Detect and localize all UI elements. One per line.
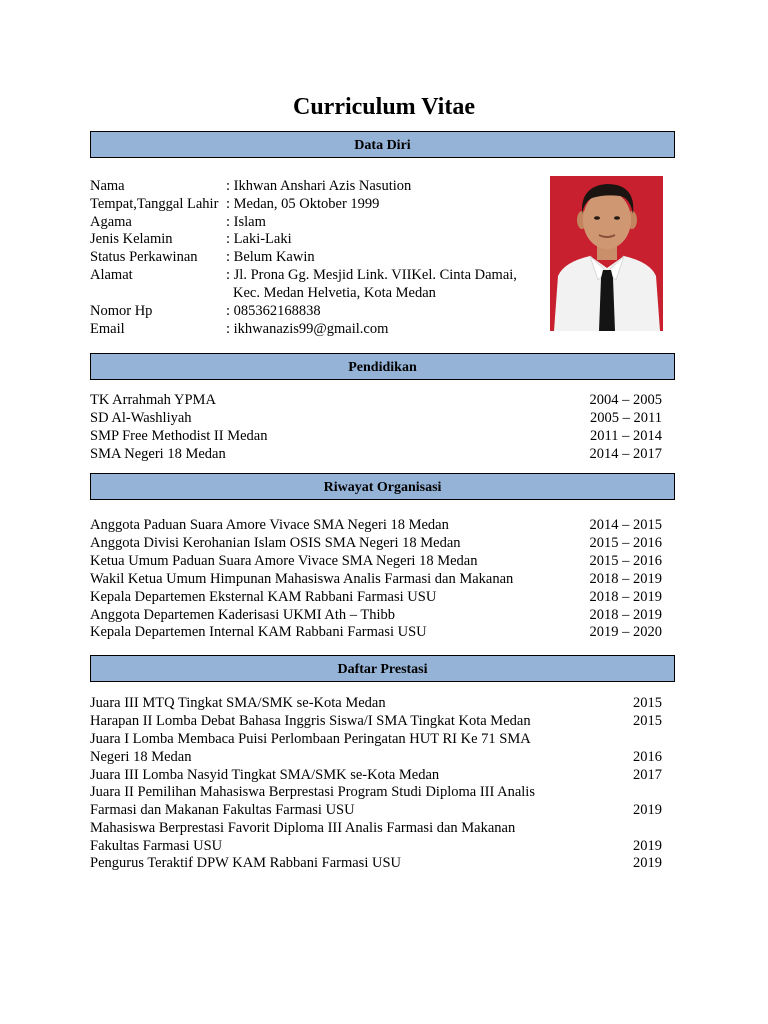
organization-item: Anggota Divisi Kerohanian Islam OSIS SMA Negeri 18 Medan [90,535,461,551]
value-ttl: : Medan, 05 Oktober 1999 [226,196,380,212]
section-header-prestasi: Daftar Prestasi [90,655,675,682]
organization-years: 2014 – 2015 [589,517,662,533]
organization-years: 2018 – 2019 [589,589,662,605]
education-item: SD Al-Washliyah [90,410,192,426]
value-email: : ikhwanazis99@gmail.com [226,321,389,337]
achievement-year: 2016 [633,749,662,765]
achievement-item: Harapan II Lomba Debat Bahasa Inggris Siswa/I SMA Tingkat Kota Medan [90,713,531,729]
organization-item: Anggota Departemen Kaderisasi UKMI Ath – Thibb [90,607,395,623]
organization-years: 2018 – 2019 [589,607,662,623]
profile-photo [550,176,663,331]
achievement-year: 2019 [633,838,662,854]
value-nama: : Ikhwan Anshari Azis Nasution [226,178,412,194]
achievement-item: Mahasiswa Berprestasi Favorit Diploma III Analis Farmasi dan Makanan [90,820,516,836]
organization-item: Kepala Departemen Internal KAM Rabbani Farmasi USU [90,624,427,640]
organization-item: Ketua Umum Paduan Suara Amore Vivace SMA Negeri 18 Medan [90,553,478,569]
value-agama: : Islam [226,214,266,230]
value-alamat-line2: Kec. Medan Helvetia, Kota Medan [233,285,436,301]
section-header-organisasi: Riwayat Organisasi [90,473,675,500]
achievement-year: 2019 [633,802,662,818]
value-status: : Belum Kawin [226,249,315,265]
education-years: 2014 – 2017 [589,446,662,462]
achievement-item: Juara I Lomba Membaca Puisi Perlombaan Peringatan HUT RI Ke 71 SMA [90,731,531,747]
label-jenis-kelamin: Jenis Kelamin [90,231,173,247]
achievement-item: Pengurus Teraktif DPW KAM Rabbani Farmasi USU [90,855,401,871]
education-item: SMP Free Methodist II Medan [90,428,268,444]
achievement-item: Juara III MTQ Tingkat SMA/SMK se-Kota Medan [90,695,386,711]
value-jenis-kelamin: : Laki-Laki [226,231,292,247]
education-years: 2005 – 2011 [590,410,662,426]
education-item: SMA Negeri 18 Medan [90,446,226,462]
organization-item: Anggota Paduan Suara Amore Vivace SMA Negeri 18 Medan [90,517,449,533]
education-item: TK Arrahmah YPMA [90,392,216,408]
organization-item: Kepala Departemen Eksternal KAM Rabbani Farmasi USU [90,589,437,605]
label-alamat: Alamat [90,267,133,283]
achievement-year: 2015 [633,713,662,729]
organization-years: 2015 – 2016 [589,553,662,569]
achievement-item: Juara III Lomba Nasyid Tingkat SMA/SMK se-Kota Medan [90,767,440,783]
label-email: Email [90,321,125,337]
achievement-item-line2: Negeri 18 Medan [90,749,192,765]
education-years: 2004 – 2005 [589,392,662,408]
achievement-year: 2015 [633,695,662,711]
organization-item: Wakil Ketua Umum Himpunan Mahasiswa Analis Farmasi dan Makanan [90,571,514,587]
label-agama: Agama [90,214,132,230]
label-nama: Nama [90,178,125,194]
achievement-year: 2017 [633,767,662,783]
value-nomor-hp: : 085362168838 [226,303,321,319]
achievement-year: 2019 [633,855,662,871]
organization-years: 2019 – 2020 [589,624,662,640]
achievement-item-line2: Fakultas Farmasi USU [90,838,223,854]
label-status: Status Perkawinan [90,249,198,265]
achievement-item-line2: Farmasi dan Makanan Fakultas Farmasi USU [90,802,355,818]
value-alamat: : Jl. Prona Gg. Mesjid Link. VIIKel. Cinta Damai, [226,267,517,283]
organization-years: 2018 – 2019 [589,571,662,587]
section-header-data-diri: Data Diri [90,131,675,158]
person-portrait-icon [550,176,663,331]
education-years: 2011 – 2014 [590,428,662,444]
organization-years: 2015 – 2016 [589,535,662,551]
achievement-item: Juara II Pemilihan Mahasiswa Berprestasi Program Studi Diploma III Analis [90,784,535,800]
label-ttl: Tempat,Tanggal Lahir [90,196,219,212]
section-header-pendidikan: Pendidikan [90,353,675,380]
label-nomor-hp: Nomor Hp [90,303,153,319]
page-title: Curriculum Vitae [293,94,475,120]
